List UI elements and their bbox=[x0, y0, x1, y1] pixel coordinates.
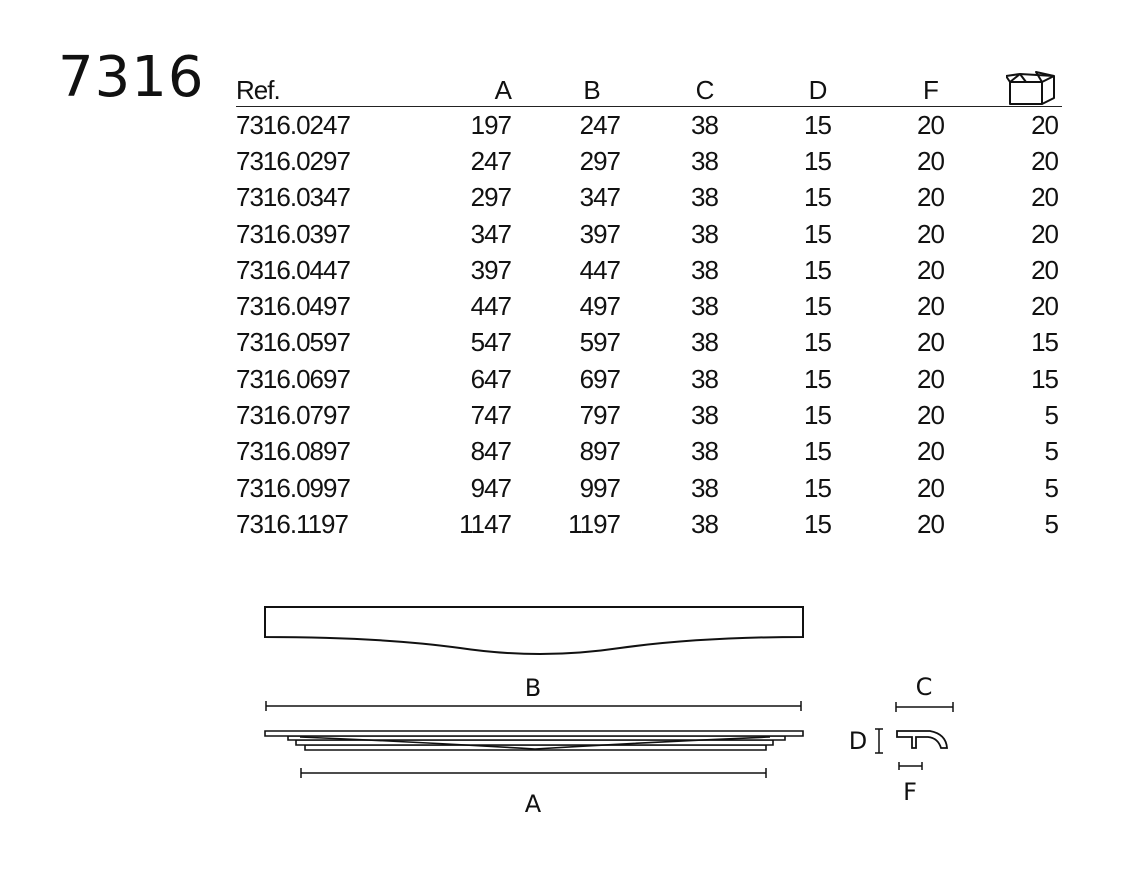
cell-b: 797 bbox=[579, 400, 620, 431]
label-a: A bbox=[524, 790, 542, 818]
cell-ref: 7316.1197 bbox=[236, 508, 348, 539]
cell-d: 15 bbox=[804, 508, 831, 539]
cell-qty: 5 bbox=[1044, 472, 1058, 503]
cell-qty: 20 bbox=[1031, 254, 1058, 285]
cell-b: 397 bbox=[579, 218, 620, 249]
cell-a: 547 bbox=[470, 327, 511, 358]
label-c: C bbox=[915, 673, 933, 701]
header-a: A bbox=[396, 66, 523, 107]
cell-ref: 7316.0247 bbox=[236, 109, 350, 140]
cell-c: 38 bbox=[691, 182, 718, 213]
header-b: B bbox=[523, 66, 648, 107]
cell-qty: 20 bbox=[1031, 218, 1058, 249]
dimension-b bbox=[266, 701, 801, 711]
cell-f: 20 bbox=[917, 472, 944, 503]
cell-d: 15 bbox=[804, 327, 831, 358]
cell-d: 15 bbox=[804, 218, 831, 249]
cell-b: 1197 bbox=[568, 508, 620, 539]
cell-d: 15 bbox=[804, 472, 831, 503]
cell-d: 15 bbox=[804, 145, 831, 176]
handle-front-view bbox=[265, 731, 803, 750]
cell-d: 15 bbox=[804, 254, 831, 285]
cell-ref: 7316.0597 bbox=[236, 327, 350, 358]
header-ref: Ref. bbox=[236, 66, 396, 107]
cell-ref: 7316.0697 bbox=[236, 363, 350, 394]
label-d: D bbox=[848, 727, 868, 755]
cell-a: 197 bbox=[470, 109, 511, 140]
cell-ref: 7316.0397 bbox=[236, 218, 350, 249]
cell-f: 20 bbox=[917, 145, 944, 176]
cell-a: 947 bbox=[470, 472, 511, 503]
cell-qty: 20 bbox=[1031, 145, 1058, 176]
handle-top-view bbox=[265, 607, 803, 654]
cell-b: 897 bbox=[579, 436, 620, 467]
cell-qty: 20 bbox=[1031, 182, 1058, 213]
cell-a: 747 bbox=[470, 400, 511, 431]
cell-ref: 7316.0447 bbox=[236, 254, 350, 285]
dimension-d bbox=[875, 729, 883, 753]
cell-f: 20 bbox=[917, 254, 944, 285]
header-c: C bbox=[648, 66, 761, 107]
cell-c: 38 bbox=[691, 436, 718, 467]
cell-b: 247 bbox=[579, 109, 620, 140]
cell-c: 38 bbox=[691, 400, 718, 431]
cell-b: 297 bbox=[579, 145, 620, 176]
cell-d: 15 bbox=[804, 291, 831, 322]
cell-ref: 7316.0797 bbox=[236, 400, 350, 431]
cell-f: 20 bbox=[917, 436, 944, 467]
cell-f: 20 bbox=[917, 218, 944, 249]
cell-ref: 7316.0497 bbox=[236, 291, 350, 322]
cell-qty: 5 bbox=[1044, 436, 1058, 467]
model-number: 7316 bbox=[58, 45, 205, 110]
cell-c: 38 bbox=[691, 472, 718, 503]
cell-c: 38 bbox=[691, 218, 718, 249]
label-f: F bbox=[903, 778, 917, 806]
cell-c: 38 bbox=[691, 109, 718, 140]
cell-d: 15 bbox=[804, 400, 831, 431]
cell-a: 247 bbox=[470, 145, 511, 176]
cell-f: 20 bbox=[917, 182, 944, 213]
cell-c: 38 bbox=[691, 254, 718, 285]
header-d: D bbox=[761, 66, 874, 107]
cell-a: 1147 bbox=[459, 508, 511, 539]
cell-b: 697 bbox=[579, 363, 620, 394]
cell-ref: 7316.0347 bbox=[236, 182, 350, 213]
cell-f: 20 bbox=[917, 508, 944, 539]
cell-qty: 5 bbox=[1044, 508, 1058, 539]
cell-f: 20 bbox=[917, 400, 944, 431]
cell-b: 997 bbox=[579, 472, 620, 503]
profile-section bbox=[897, 731, 947, 748]
cell-a: 347 bbox=[470, 218, 511, 249]
dimension-f bbox=[899, 762, 922, 770]
dimension-c bbox=[896, 702, 953, 712]
cell-d: 15 bbox=[804, 109, 831, 140]
cell-c: 38 bbox=[691, 327, 718, 358]
cell-ref: 7316.0997 bbox=[236, 472, 350, 503]
cell-b: 447 bbox=[579, 254, 620, 285]
label-b: B bbox=[524, 674, 542, 702]
cell-a: 647 bbox=[470, 363, 511, 394]
cell-ref: 7316.0297 bbox=[236, 145, 350, 176]
header-f: F bbox=[874, 66, 987, 107]
cell-a: 397 bbox=[470, 254, 511, 285]
cell-c: 38 bbox=[691, 363, 718, 394]
cell-c: 38 bbox=[691, 291, 718, 322]
cell-b: 347 bbox=[579, 182, 620, 213]
cell-qty: 5 bbox=[1044, 400, 1058, 431]
cell-b: 497 bbox=[579, 291, 620, 322]
cell-qty: 15 bbox=[1031, 363, 1058, 394]
cell-c: 38 bbox=[691, 508, 718, 539]
cell-f: 20 bbox=[917, 109, 944, 140]
cell-d: 15 bbox=[804, 182, 831, 213]
cell-d: 15 bbox=[804, 363, 831, 394]
cell-f: 20 bbox=[917, 291, 944, 322]
cell-ref: 7316.0897 bbox=[236, 436, 350, 467]
cell-qty: 20 bbox=[1031, 109, 1058, 140]
cell-a: 447 bbox=[470, 291, 511, 322]
cell-f: 20 bbox=[917, 363, 944, 394]
cell-qty: 20 bbox=[1031, 291, 1058, 322]
cell-c: 38 bbox=[691, 145, 718, 176]
cell-d: 15 bbox=[804, 436, 831, 467]
cell-a: 297 bbox=[470, 182, 511, 213]
cell-b: 597 bbox=[579, 327, 620, 358]
cell-f: 20 bbox=[917, 327, 944, 358]
cell-qty: 15 bbox=[1031, 327, 1058, 358]
cell-a: 847 bbox=[470, 436, 511, 467]
dimension-a bbox=[301, 768, 766, 778]
